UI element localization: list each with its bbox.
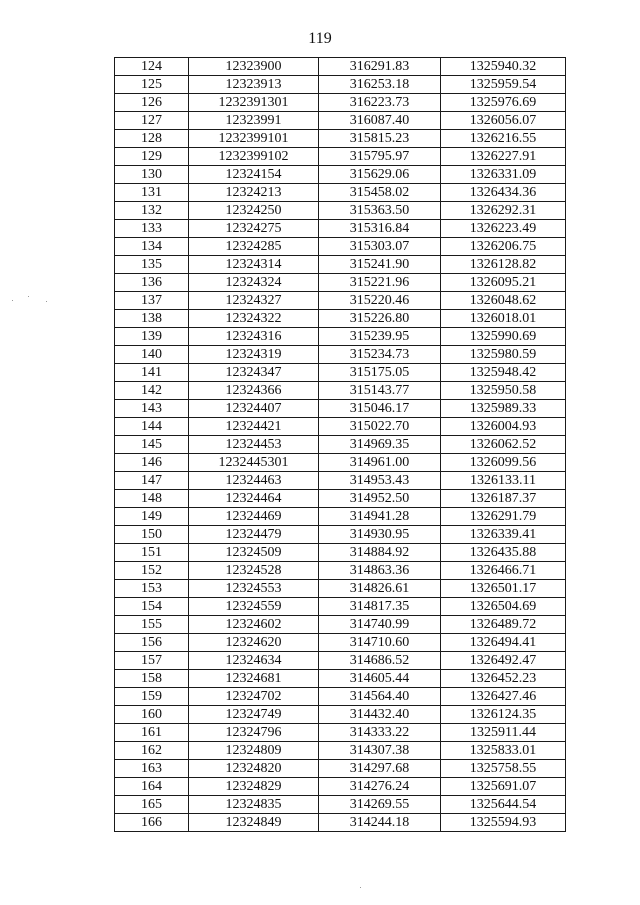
- x-coordinate-cell: 315046.17: [319, 400, 441, 418]
- point-number-cell: 133: [115, 220, 189, 238]
- point-number-cell: 129: [115, 148, 189, 166]
- y-coordinate-cell: 1326227.91: [441, 148, 566, 166]
- point-id-cell: 12324319: [189, 346, 319, 364]
- x-coordinate-cell: 314953.43: [319, 472, 441, 490]
- y-coordinate-cell: 1325691.07: [441, 778, 566, 796]
- point-number-cell: 130: [115, 166, 189, 184]
- x-coordinate-cell: 314269.55: [319, 796, 441, 814]
- point-id-cell: 12324820: [189, 760, 319, 778]
- y-coordinate-cell: 1325989.33: [441, 400, 566, 418]
- x-coordinate-cell: 315241.90: [319, 256, 441, 274]
- point-id-cell: 12324509: [189, 544, 319, 562]
- x-coordinate-cell: 314884.92: [319, 544, 441, 562]
- x-coordinate-cell: 314817.35: [319, 598, 441, 616]
- scan-speck: [28, 296, 29, 297]
- y-coordinate-cell: 1325911.44: [441, 724, 566, 742]
- y-coordinate-cell: 1326466.71: [441, 562, 566, 580]
- y-coordinate-cell: 1326501.17: [441, 580, 566, 598]
- x-coordinate-cell: 314941.28: [319, 508, 441, 526]
- point-id-cell: 12324366: [189, 382, 319, 400]
- point-number-cell: 150: [115, 526, 189, 544]
- point-number-cell: 124: [115, 58, 189, 76]
- y-coordinate-cell: 1326004.93: [441, 418, 566, 436]
- table-row: [115, 256, 566, 274]
- point-id-cell: 12324322: [189, 310, 319, 328]
- scan-speck: [46, 301, 47, 302]
- x-coordinate-cell: 314432.40: [319, 706, 441, 724]
- page-number: 119: [308, 30, 332, 47]
- x-coordinate-cell: 315143.77: [319, 382, 441, 400]
- x-coordinate-cell: 315303.07: [319, 238, 441, 256]
- x-coordinate-cell: 315629.06: [319, 166, 441, 184]
- point-number-cell: 152: [115, 562, 189, 580]
- table-row: [115, 634, 566, 652]
- point-id-cell: 12324421: [189, 418, 319, 436]
- y-coordinate-cell: 1326434.36: [441, 184, 566, 202]
- scan-speck: [12, 300, 13, 301]
- table-row: [115, 94, 566, 112]
- table-row: [115, 148, 566, 166]
- table-row: [115, 616, 566, 634]
- table-row: [115, 544, 566, 562]
- x-coordinate-cell: 315221.96: [319, 274, 441, 292]
- x-coordinate-cell: 316223.73: [319, 94, 441, 112]
- table-row: [115, 382, 566, 400]
- x-coordinate-cell: 316291.83: [319, 58, 441, 76]
- x-coordinate-cell: 315458.02: [319, 184, 441, 202]
- x-coordinate-cell: 316087.40: [319, 112, 441, 130]
- x-coordinate-cell: 315022.70: [319, 418, 441, 436]
- x-coordinate-cell: 314307.38: [319, 742, 441, 760]
- y-coordinate-cell: 1326133.11: [441, 472, 566, 490]
- table-row: [115, 562, 566, 580]
- x-coordinate-cell: 315234.73: [319, 346, 441, 364]
- y-coordinate-cell: 1326452.23: [441, 670, 566, 688]
- point-id-cell: 12324316: [189, 328, 319, 346]
- y-coordinate-cell: 1326291.79: [441, 508, 566, 526]
- point-id-cell: 12324469: [189, 508, 319, 526]
- point-id-cell: 12324275: [189, 220, 319, 238]
- y-coordinate-cell: 1325644.54: [441, 796, 566, 814]
- point-id-cell: 12324849: [189, 814, 319, 832]
- x-coordinate-cell: 314930.95: [319, 526, 441, 544]
- point-number-cell: 146: [115, 454, 189, 472]
- y-coordinate-cell: 1326435.88: [441, 544, 566, 562]
- point-id-cell: 12324463: [189, 472, 319, 490]
- point-id-cell: 1232391301: [189, 94, 319, 112]
- point-id-cell: 12324749: [189, 706, 319, 724]
- table-row: [115, 742, 566, 760]
- point-id-cell: 1232445301: [189, 454, 319, 472]
- point-number-cell: 143: [115, 400, 189, 418]
- point-id-cell: 12324681: [189, 670, 319, 688]
- point-id-cell: 12323900: [189, 58, 319, 76]
- y-coordinate-cell: 1325950.58: [441, 382, 566, 400]
- point-number-cell: 136: [115, 274, 189, 292]
- coordinates-table: [114, 57, 566, 832]
- point-id-cell: 12324347: [189, 364, 319, 382]
- y-coordinate-cell: 1326216.55: [441, 130, 566, 148]
- y-coordinate-cell: 1326339.41: [441, 526, 566, 544]
- y-coordinate-cell: 1326048.62: [441, 292, 566, 310]
- table-row: [115, 454, 566, 472]
- point-number-cell: 156: [115, 634, 189, 652]
- point-number-cell: 131: [115, 184, 189, 202]
- point-id-cell: 1232399102: [189, 148, 319, 166]
- point-id-cell: 12324835: [189, 796, 319, 814]
- point-id-cell: 12324702: [189, 688, 319, 706]
- point-number-cell: 149: [115, 508, 189, 526]
- table-row: [115, 652, 566, 670]
- x-coordinate-cell: 314826.61: [319, 580, 441, 598]
- point-number-cell: 126: [115, 94, 189, 112]
- x-coordinate-cell: 314740.99: [319, 616, 441, 634]
- x-coordinate-cell: 314297.68: [319, 760, 441, 778]
- x-coordinate-cell: 314564.40: [319, 688, 441, 706]
- y-coordinate-cell: 1326492.47: [441, 652, 566, 670]
- point-id-cell: 12324620: [189, 634, 319, 652]
- scan-speck: [360, 887, 361, 888]
- point-number-cell: 142: [115, 382, 189, 400]
- point-number-cell: 132: [115, 202, 189, 220]
- point-id-cell: 12324809: [189, 742, 319, 760]
- table-row: [115, 76, 566, 94]
- x-coordinate-cell: 314605.44: [319, 670, 441, 688]
- point-id-cell: 12324285: [189, 238, 319, 256]
- y-coordinate-cell: 1326056.07: [441, 112, 566, 130]
- x-coordinate-cell: 314276.24: [319, 778, 441, 796]
- point-id-cell: 12324154: [189, 166, 319, 184]
- point-number-cell: 141: [115, 364, 189, 382]
- point-number-cell: 165: [115, 796, 189, 814]
- table-row: [115, 688, 566, 706]
- y-coordinate-cell: 1325948.42: [441, 364, 566, 382]
- x-coordinate-cell: 316253.18: [319, 76, 441, 94]
- x-coordinate-cell: 315316.84: [319, 220, 441, 238]
- y-coordinate-cell: 1325980.59: [441, 346, 566, 364]
- point-number-cell: 159: [115, 688, 189, 706]
- table-row: [115, 292, 566, 310]
- y-coordinate-cell: 1325976.69: [441, 94, 566, 112]
- y-coordinate-cell: 1326504.69: [441, 598, 566, 616]
- table-row: [115, 436, 566, 454]
- point-id-cell: 12324314: [189, 256, 319, 274]
- table-row: [115, 796, 566, 814]
- x-coordinate-cell: 314244.18: [319, 814, 441, 832]
- y-coordinate-cell: 1325990.69: [441, 328, 566, 346]
- point-number-cell: 139: [115, 328, 189, 346]
- x-coordinate-cell: 315175.05: [319, 364, 441, 382]
- y-coordinate-cell: 1326018.01: [441, 310, 566, 328]
- table-row: [115, 184, 566, 202]
- table-row: [115, 58, 566, 76]
- point-id-cell: 12324453: [189, 436, 319, 454]
- x-coordinate-cell: 315795.97: [319, 148, 441, 166]
- x-coordinate-cell: 314969.35: [319, 436, 441, 454]
- point-id-cell: 12324324: [189, 274, 319, 292]
- x-coordinate-cell: 315220.46: [319, 292, 441, 310]
- table-row: [115, 364, 566, 382]
- x-coordinate-cell: 315239.95: [319, 328, 441, 346]
- point-number-cell: 144: [115, 418, 189, 436]
- y-coordinate-cell: 1326489.72: [441, 616, 566, 634]
- point-number-cell: 128: [115, 130, 189, 148]
- table-row: [115, 220, 566, 238]
- point-id-cell: 12324602: [189, 616, 319, 634]
- y-coordinate-cell: 1325959.54: [441, 76, 566, 94]
- x-coordinate-cell: 315363.50: [319, 202, 441, 220]
- table-row: [115, 472, 566, 490]
- table-row: [115, 112, 566, 130]
- table-row: [115, 166, 566, 184]
- table-row: [115, 490, 566, 508]
- x-coordinate-cell: 314686.52: [319, 652, 441, 670]
- table-row: [115, 238, 566, 256]
- x-coordinate-cell: 315226.80: [319, 310, 441, 328]
- table-row: [115, 328, 566, 346]
- point-number-cell: 161: [115, 724, 189, 742]
- table-row: [115, 400, 566, 418]
- y-coordinate-cell: 1326062.52: [441, 436, 566, 454]
- y-coordinate-cell: 1326292.31: [441, 202, 566, 220]
- point-number-cell: 162: [115, 742, 189, 760]
- x-coordinate-cell: 314961.00: [319, 454, 441, 472]
- point-number-cell: 137: [115, 292, 189, 310]
- y-coordinate-cell: 1325594.93: [441, 814, 566, 832]
- point-number-cell: 125: [115, 76, 189, 94]
- y-coordinate-cell: 1326331.09: [441, 166, 566, 184]
- point-number-cell: 140: [115, 346, 189, 364]
- y-coordinate-cell: 1325758.55: [441, 760, 566, 778]
- point-id-cell: 1232399101: [189, 130, 319, 148]
- table-row: [115, 274, 566, 292]
- y-coordinate-cell: 1326124.35: [441, 706, 566, 724]
- table-row: [115, 526, 566, 544]
- point-number-cell: 138: [115, 310, 189, 328]
- point-id-cell: 12324829: [189, 778, 319, 796]
- x-coordinate-cell: 314863.36: [319, 562, 441, 580]
- point-number-cell: 164: [115, 778, 189, 796]
- table-row: [115, 508, 566, 526]
- point-id-cell: 12323991: [189, 112, 319, 130]
- point-number-cell: 145: [115, 436, 189, 454]
- point-id-cell: 12324634: [189, 652, 319, 670]
- y-coordinate-cell: 1326128.82: [441, 256, 566, 274]
- point-id-cell: 12324213: [189, 184, 319, 202]
- point-id-cell: 12324464: [189, 490, 319, 508]
- y-coordinate-cell: 1326095.21: [441, 274, 566, 292]
- y-coordinate-cell: 1326223.49: [441, 220, 566, 238]
- point-number-cell: 135: [115, 256, 189, 274]
- point-id-cell: 12324559: [189, 598, 319, 616]
- x-coordinate-cell: 315815.23: [319, 130, 441, 148]
- y-coordinate-cell: 1325833.01: [441, 742, 566, 760]
- y-coordinate-cell: 1326187.37: [441, 490, 566, 508]
- table-row: [115, 760, 566, 778]
- y-coordinate-cell: 1326427.46: [441, 688, 566, 706]
- point-id-cell: 12324327: [189, 292, 319, 310]
- table-row: [115, 814, 566, 832]
- point-number-cell: 148: [115, 490, 189, 508]
- point-number-cell: 154: [115, 598, 189, 616]
- point-number-cell: 160: [115, 706, 189, 724]
- table-row: [115, 724, 566, 742]
- x-coordinate-cell: 314333.22: [319, 724, 441, 742]
- coordinates-table-body: [115, 58, 566, 832]
- x-coordinate-cell: 314710.60: [319, 634, 441, 652]
- point-number-cell: 147: [115, 472, 189, 490]
- point-id-cell: 12324528: [189, 562, 319, 580]
- point-id-cell: 12323913: [189, 76, 319, 94]
- point-number-cell: 166: [115, 814, 189, 832]
- point-id-cell: 12324796: [189, 724, 319, 742]
- point-id-cell: 12324553: [189, 580, 319, 598]
- table-row: [115, 310, 566, 328]
- y-coordinate-cell: 1326494.41: [441, 634, 566, 652]
- x-coordinate-cell: 314952.50: [319, 490, 441, 508]
- y-coordinate-cell: 1326099.56: [441, 454, 566, 472]
- point-number-cell: 155: [115, 616, 189, 634]
- table-row: [115, 580, 566, 598]
- point-number-cell: 158: [115, 670, 189, 688]
- table-row: [115, 346, 566, 364]
- point-id-cell: 12324479: [189, 526, 319, 544]
- table-row: [115, 130, 566, 148]
- point-id-cell: 12324250: [189, 202, 319, 220]
- point-number-cell: 134: [115, 238, 189, 256]
- point-number-cell: 153: [115, 580, 189, 598]
- table-row: [115, 778, 566, 796]
- table-row: [115, 418, 566, 436]
- point-number-cell: 151: [115, 544, 189, 562]
- y-coordinate-cell: 1326206.75: [441, 238, 566, 256]
- point-number-cell: 127: [115, 112, 189, 130]
- table-row: [115, 598, 566, 616]
- point-id-cell: 12324407: [189, 400, 319, 418]
- point-number-cell: 163: [115, 760, 189, 778]
- table-row: [115, 670, 566, 688]
- y-coordinate-cell: 1325940.32: [441, 58, 566, 76]
- table-row: [115, 706, 566, 724]
- point-number-cell: 157: [115, 652, 189, 670]
- table-row: [115, 202, 566, 220]
